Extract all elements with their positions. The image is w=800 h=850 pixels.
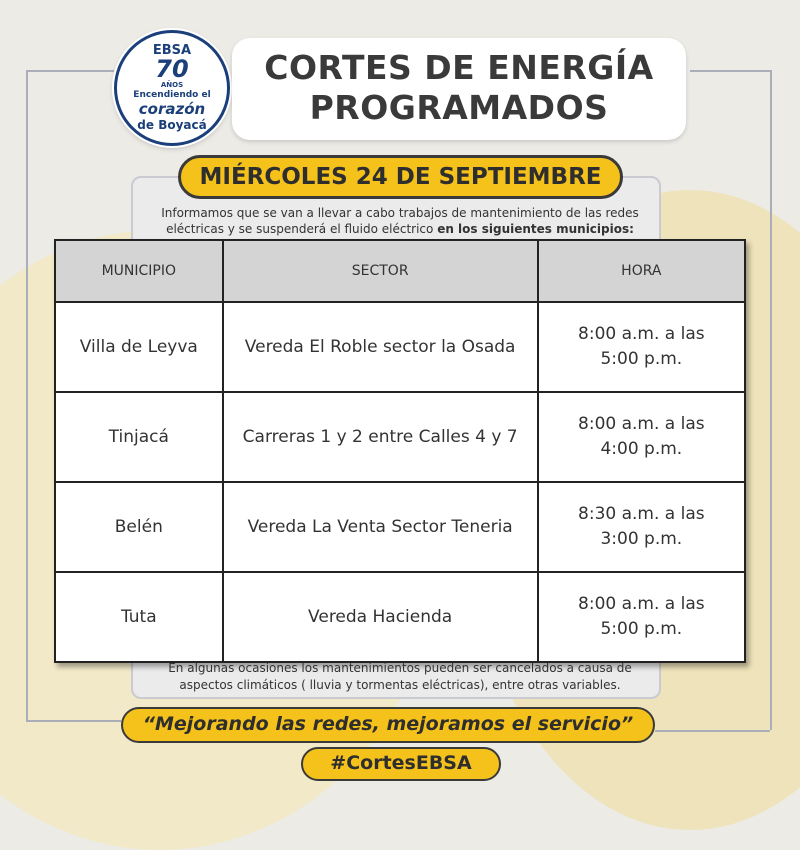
outage-table	[54, 239, 746, 663]
table-row	[55, 482, 745, 572]
decorative-frame-line	[26, 720, 121, 722]
hora-end: 4:00 p.m.	[600, 439, 683, 459]
cell-municipio: Tuta	[55, 572, 223, 662]
cell-sector: Vereda Hacienda	[223, 572, 538, 662]
cell-hora	[538, 392, 745, 482]
logo-tagline-2: corazón	[138, 100, 206, 118]
decorative-frame-line	[770, 70, 772, 730]
table-row	[55, 572, 745, 662]
column-header-municipio: MUNICIPIO	[55, 240, 223, 302]
page-title-line-1: CORTES DE ENERGÍA	[264, 48, 654, 87]
cell-municipio: Belén	[55, 482, 223, 572]
ebsa-logo	[114, 30, 230, 146]
logo-tagline-1: Encendiendo el	[133, 90, 211, 100]
hora-start: 8:00 a.m. a las	[578, 324, 705, 344]
cell-municipio: Villa de Leyva	[55, 302, 223, 392]
hora-end: 5:00 p.m.	[600, 619, 683, 639]
cell-sector: Carreras 1 y 2 entre Calles 4 y 7	[223, 392, 538, 482]
logo-anniversary-unit: AÑOS	[160, 81, 184, 89]
disclaimer-text: En algunas ocasiones los mantenimientos pueden ser cancelados a causa de aspectos climáticos ( lluvia y tormentas eléctricas), entre otras variables.	[168, 661, 632, 692]
logo-anniversary: 70	[155, 55, 189, 83]
logo-brand: EBSA	[152, 43, 192, 58]
intro-body: Informamos que se van a llevar a cabo trabajos de mantenimiento de las redes eléctricas y se suspenderá el fluido eléctrico	[161, 206, 639, 236]
hora-start: 8:00 a.m. a las	[578, 414, 705, 434]
hora-end: 5:00 p.m.	[600, 349, 683, 369]
column-header-sector: SECTOR	[223, 240, 538, 302]
decorative-frame-line	[655, 730, 770, 732]
decorative-frame-line	[26, 70, 28, 720]
cell-hora	[538, 482, 745, 572]
decorative-frame-line	[690, 70, 770, 72]
title-banner	[232, 38, 686, 140]
intro-text	[140, 205, 660, 237]
cell-sector: Vereda La Venta Sector Teneria	[223, 482, 538, 572]
table-row	[55, 392, 745, 482]
logo-tagline-3: de Boyacá	[137, 118, 207, 132]
cell-hora	[538, 572, 745, 662]
hora-start: 8:30 a.m. a las	[578, 504, 705, 524]
cell-sector: Vereda El Roble sector la Osada	[223, 302, 538, 392]
hora-end: 3:00 p.m.	[600, 529, 683, 549]
table-header-row	[55, 240, 745, 302]
decorative-frame-line	[26, 70, 114, 72]
intro-bold: en los siguientes municipios:	[437, 222, 634, 236]
hora-start: 8:00 a.m. a las	[578, 594, 705, 614]
table-row	[55, 302, 745, 392]
slogan-banner: “Mejorando las redes, mejoramos el servicio”	[121, 707, 655, 743]
date-badge: MIÉRCOLES 24 DE SEPTIEMBRE	[178, 155, 623, 199]
cell-hora	[538, 302, 745, 392]
page-title-line-2: PROGRAMADOS	[309, 88, 609, 127]
column-header-hora: HORA	[538, 240, 745, 302]
hashtag-badge: #CortesEBSA	[301, 747, 501, 781]
cell-municipio: Tinjacá	[55, 392, 223, 482]
